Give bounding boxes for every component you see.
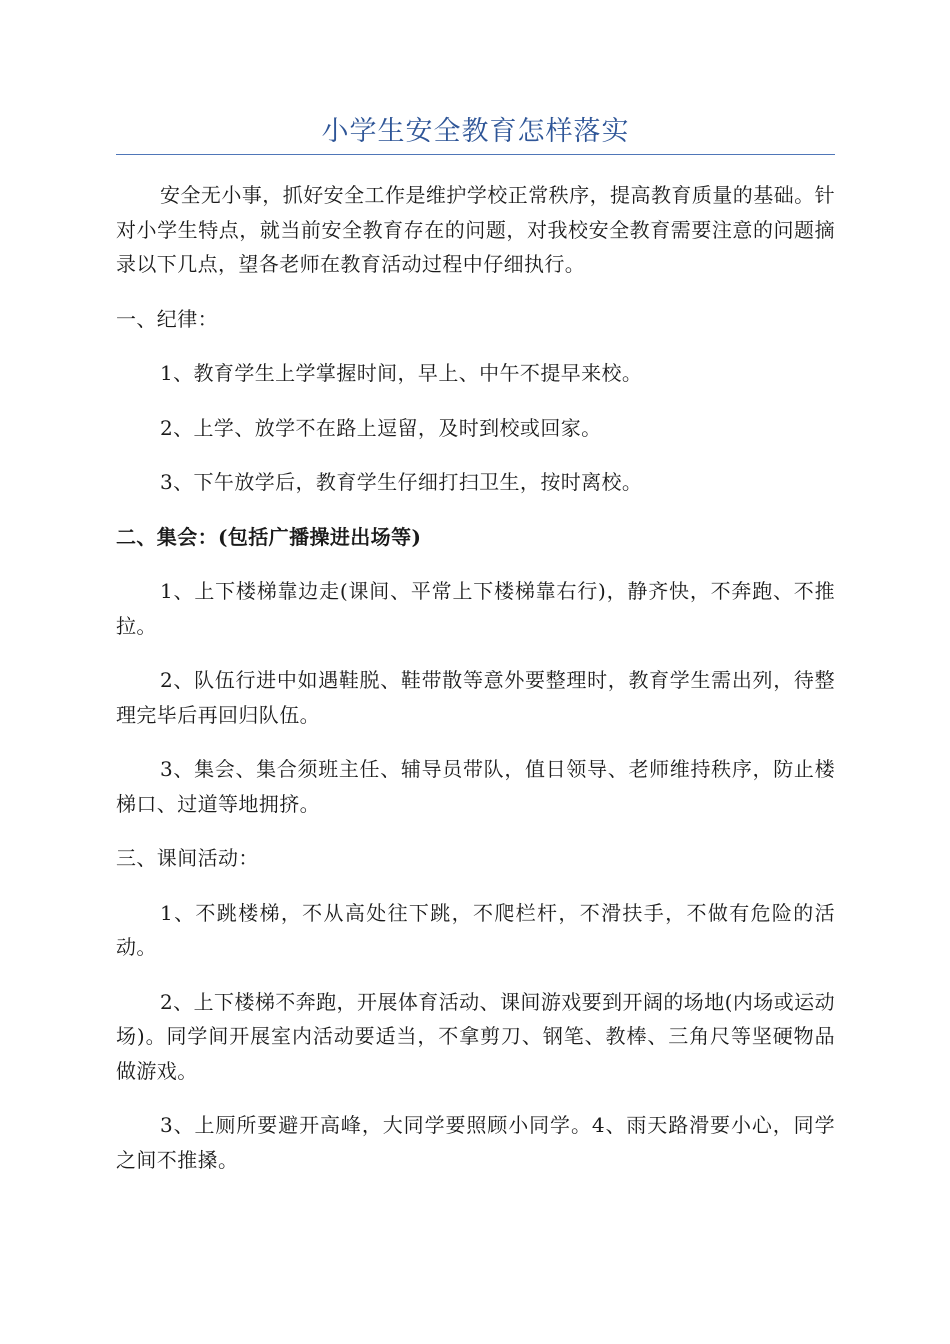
list-item: 3、下午放学后，教育学生仔细打扫卫生，按时离校。 (160, 470, 643, 494)
document-body (116, 178, 835, 1177)
list-item: 2、上下楼梯不奔跑，开展体育活动、课间游戏要到开阔的场地(内场或运动场)。同学间开展室内活动要适当，不拿剪刀、钢笔、教棒、三角尺等坚硬物品做游戏。 (116, 989, 835, 1083)
list-item: 2、队伍行进中如遇鞋脱、鞋带散等意外要整理时，教育学生需出列，待整理完毕后再回归队伍。 (116, 668, 835, 727)
title-underline (116, 154, 835, 155)
list-item: 2、上学、放学不在路上逗留，及时到校或回家。 (160, 415, 602, 440)
list-item: 3、上厕所要避开高峰，大同学要照顾小同学。4、雨天路滑要小心，同学之间不推搡。 (116, 1113, 835, 1172)
intro-paragraph: 安全无小事，抓好安全工作是维护学校正常秩序，提高教育质量的基础。针对小学生特点，就当前安全教育存在的问题，对我校安全教育需要注意的问题摘录以下几点，望各老师在教育活动过程中仔细执行。 (116, 183, 835, 276)
section-heading-discipline: 一、纪律： (116, 306, 218, 331)
list-item: 1、上下楼梯靠边走(课间、平常上下楼梯靠右行)，静齐快，不奔跑、不推拉。 (116, 579, 835, 638)
section-heading-assembly: 二、集会：(包括广播操进出场等) (116, 524, 422, 549)
list-item: 3、集会、集合须班主任、辅导员带队，值日领导、老师维持秩序，防止楼梯口、过道等地拥挤。 (116, 757, 835, 816)
document-title: 小学生安全教育怎样落实 (321, 116, 630, 147)
list-item: 1、教育学生上学掌握时间，早上、中午不提早来校。 (160, 361, 643, 385)
list-item: 1、不跳楼梯，不从高处往下跳，不爬栏杆，不滑扶手，不做有危险的活动。 (116, 900, 835, 959)
section-heading-recess: 三、课间活动： (116, 846, 259, 870)
